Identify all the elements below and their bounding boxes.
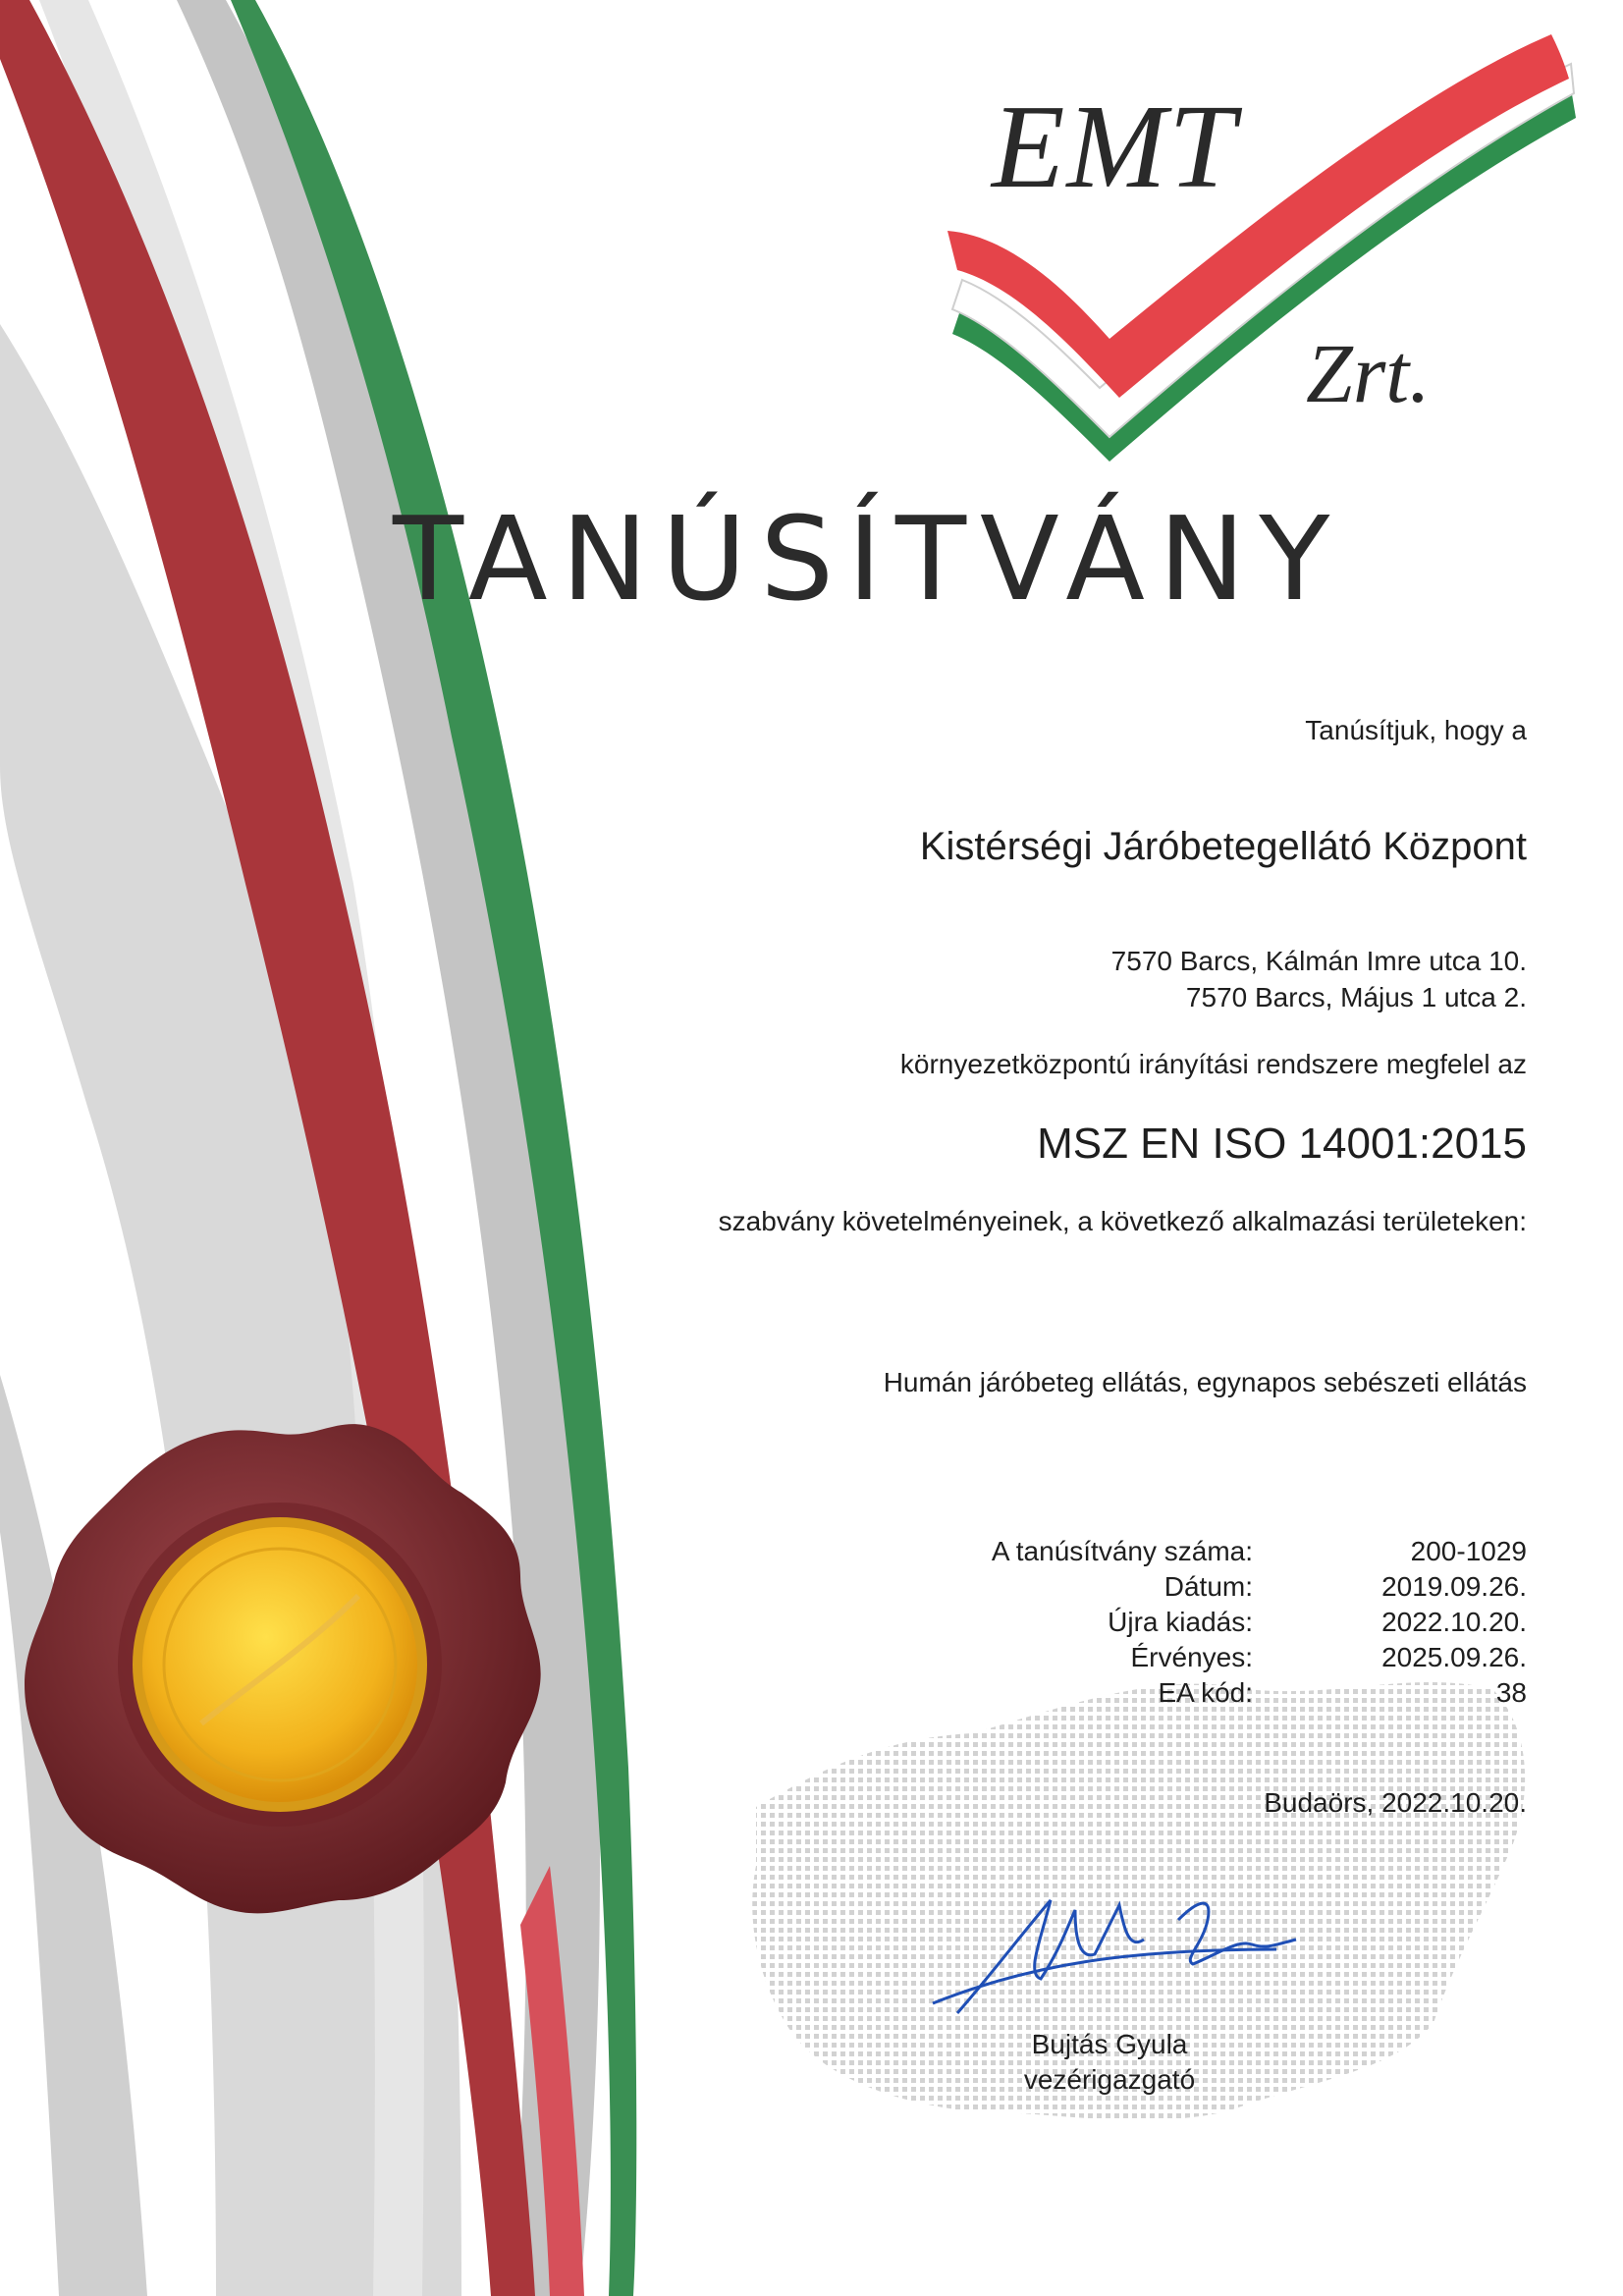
standard-name: MSZ EN ISO 14001:2015: [1037, 1120, 1527, 1168]
signatory-name: Bujtás Gyula: [1031, 2029, 1188, 2059]
address-line: 7570 Barcs, Kálmán Imre utca 10.: [1110, 946, 1527, 976]
requirements-text: szabvány követelményeinek, a következő alkalmazási területeken:: [718, 1206, 1527, 1236]
detail-label: Érvényes:: [1130, 1642, 1253, 1672]
detail-label: A tanúsítvány száma:: [991, 1536, 1253, 1566]
place-date: Budaörs, 2022.10.20.: [1264, 1787, 1527, 1818]
detail-value: 2019.09.26.: [1381, 1571, 1527, 1602]
organization-name: Kistérségi Járóbetegellátó Központ: [919, 825, 1527, 868]
wax-seal: [25, 1424, 541, 1913]
logo-suffix-text: Zrt.: [1306, 326, 1431, 420]
detail-label: Dátum:: [1163, 1571, 1253, 1602]
detail-label: EA kód:: [1158, 1677, 1253, 1708]
logo-brand-text: EMT: [992, 81, 1237, 213]
detail-label: Újra kiadás:: [1108, 1607, 1253, 1637]
intro-text: Tanúsítjuk, hogy a: [1305, 715, 1527, 745]
detail-value: 2022.10.20.: [1381, 1607, 1527, 1637]
certificate-title: TANÚSÍTVÁNY: [393, 491, 1344, 627]
detail-value: 38: [1495, 1677, 1527, 1708]
signatory-role: vezérigazgató: [1023, 2064, 1196, 2095]
conformity-text: környezetközpontú irányítási rendszere megfelel az: [899, 1049, 1527, 1079]
detail-value: 200-1029: [1410, 1536, 1527, 1566]
scope-text: Humán járóbeteg ellátás, egynapos sebészeti ellátás: [883, 1367, 1527, 1397]
detail-value: 2025.09.26.: [1381, 1642, 1527, 1672]
address-line: 7570 Barcs, Május 1 utca 2.: [1185, 982, 1527, 1012]
